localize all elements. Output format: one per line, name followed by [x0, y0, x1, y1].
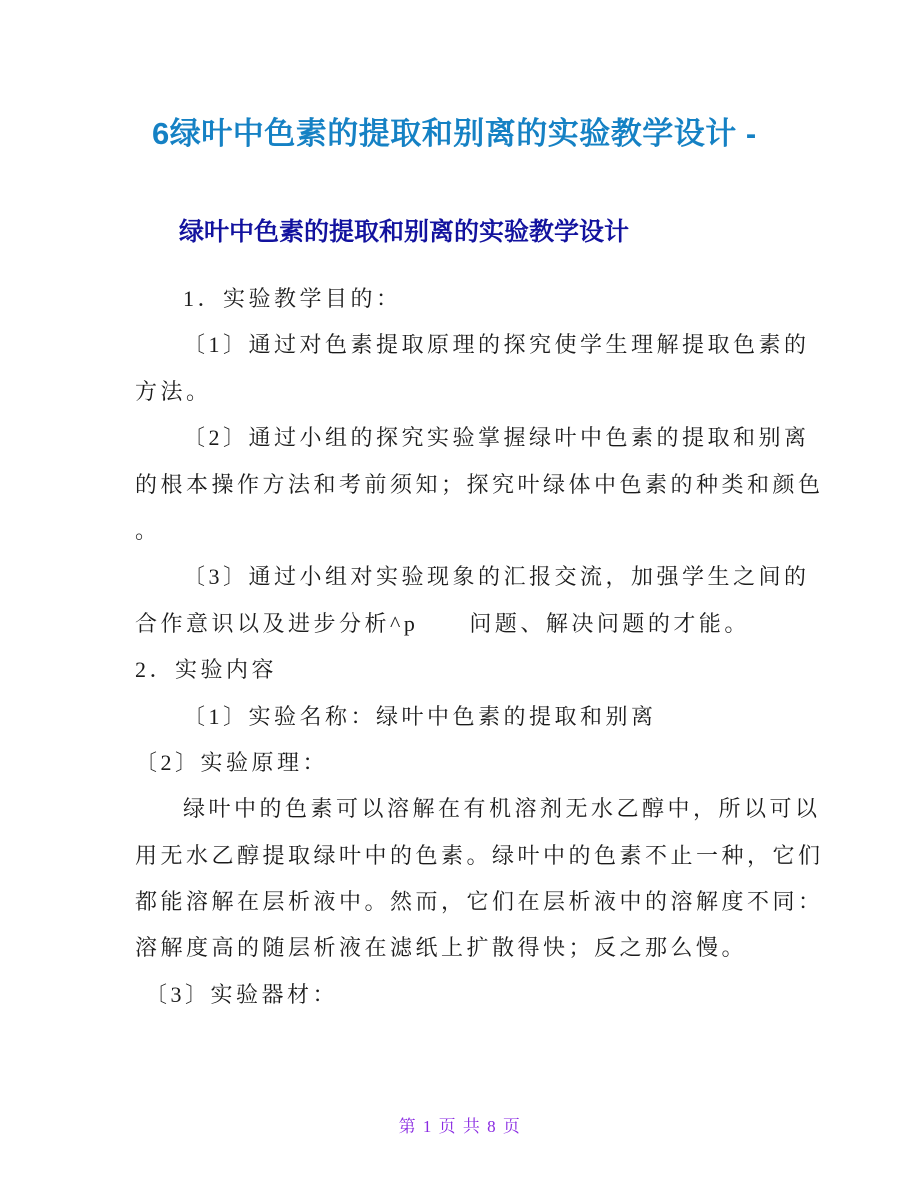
body-line: 〔2〕实验原理： [135, 749, 329, 775]
body-line: 合作意识以及进步分析^p 问题、解决问题的才能。 [135, 610, 750, 636]
page-number-footer: 第 1 页 共 8 页 [398, 1117, 522, 1136]
body-line: 的根本操作方法和考前须知；探究叶绿体中色素的种类和颜色 [135, 471, 824, 497]
body-line: 方法。 [135, 378, 212, 404]
body-line: 用无水乙醇提取绿叶中的色素。绿叶中的色素不止一种，它们 [135, 842, 824, 868]
body-line: 〔3〕实验器材： [145, 981, 339, 1007]
body-line: 〔3〕通过小组对实验现象的汇报交流，加强学生之间的 [183, 564, 810, 590]
body-line: 溶解度高的随层析液在滤纸上扩散得快；反之那么慢。 [135, 935, 748, 961]
body-line: 〔2〕通过小组的探究实验掌握绿叶中色素的提取和别离 [183, 425, 810, 451]
body-line: 1．实验教学目的： [183, 286, 402, 311]
document-subtitle: 绿叶中色素的提取和别离的实验教学设计 [179, 218, 630, 246]
document-body [135, 276, 850, 1018]
body-line: 〔1〕通过对色素提取原理的探究使学生理解提取色素的 [183, 332, 810, 358]
body-line: 绿叶中的色素可以溶解在有机溶剂无水乙醇中，所以可以 [183, 796, 821, 822]
body-line: 2．实验内容 [135, 657, 278, 683]
body-line: 都能溶解在层析液中。然而，它们在层析液中的溶解度不同： [135, 889, 824, 915]
document-title: 6绿叶中色素的提取和别离的实验教学设计 - [152, 116, 757, 151]
body-line: 。 [135, 517, 161, 543]
body-line: 〔1〕实验名称：绿叶中色素的提取和别离 [183, 703, 657, 729]
